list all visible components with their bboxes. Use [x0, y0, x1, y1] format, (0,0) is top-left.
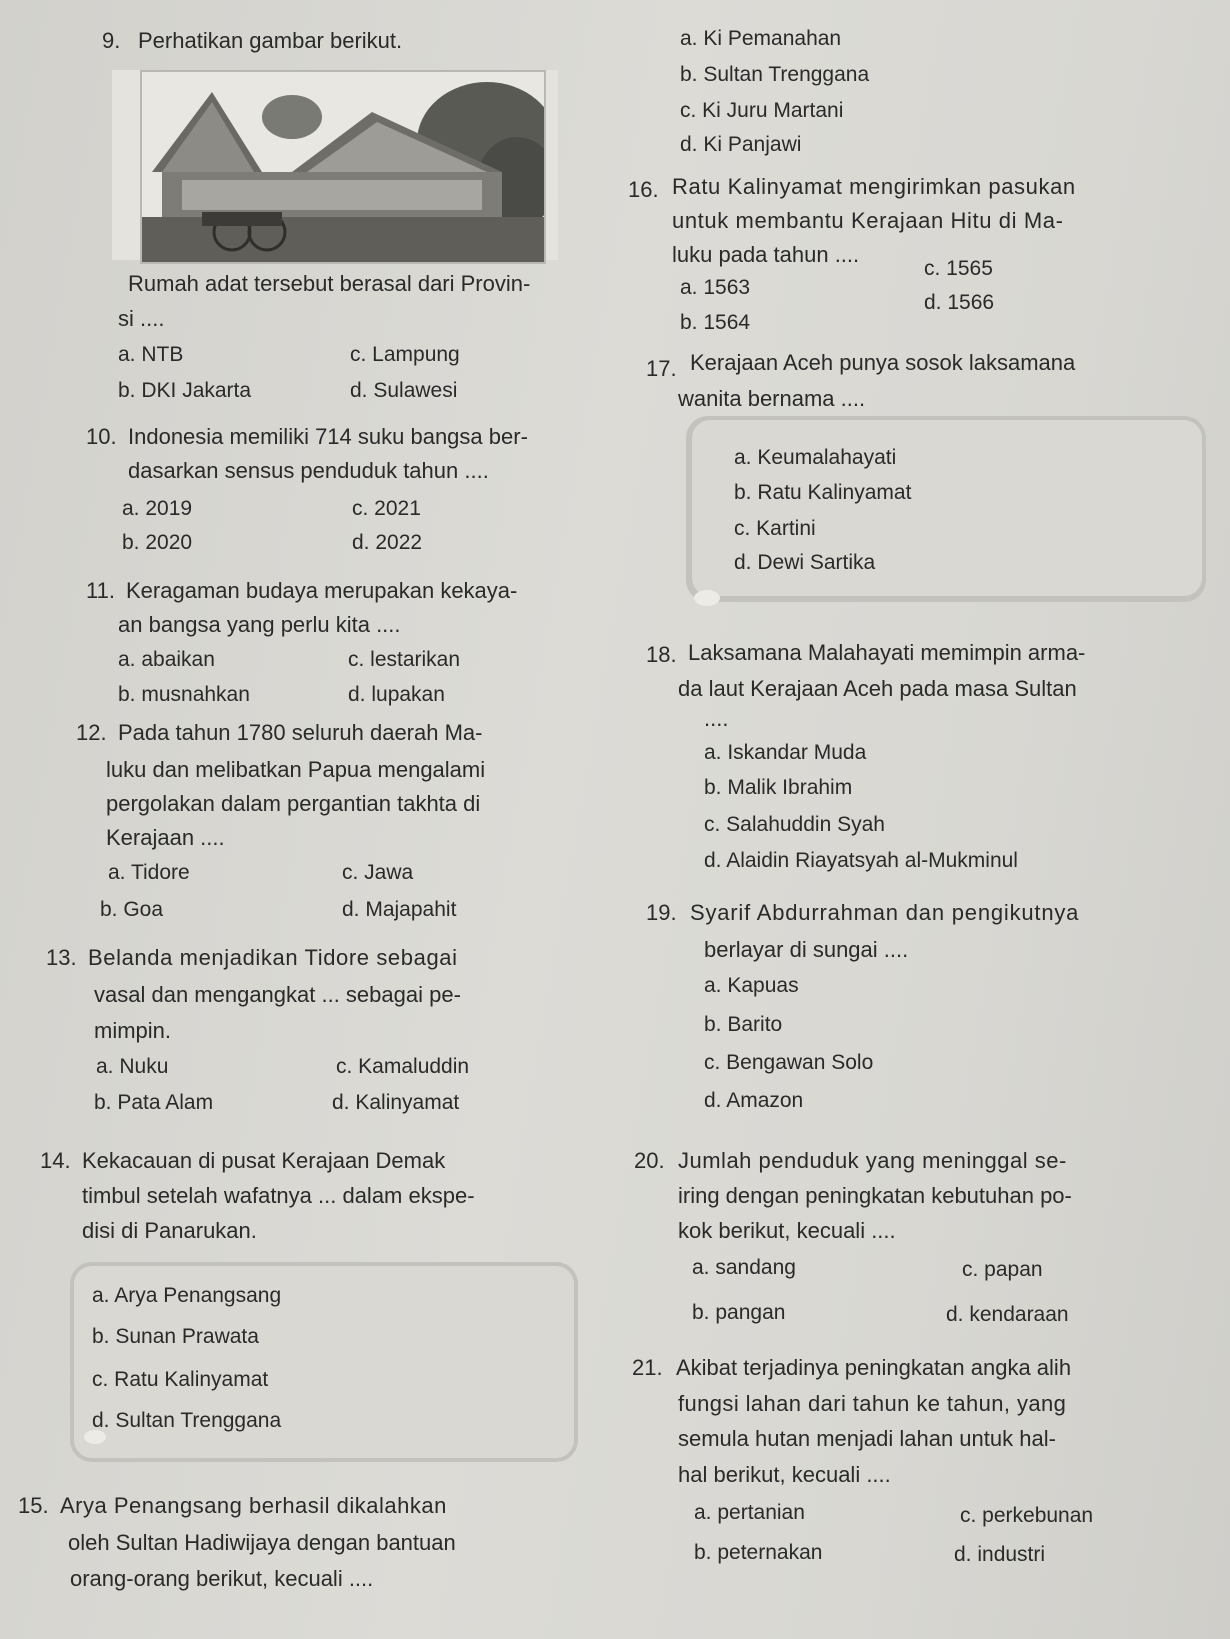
q19-number: 19. [646, 900, 677, 925]
q9-option-c[interactable]: c. Lampung [350, 343, 460, 366]
q13-line1: Belanda menjadikan Tidore sebagai [88, 945, 458, 970]
q10-line2: dasarkan sensus penduduk tahun .... [128, 458, 489, 483]
q18-line3: .... [704, 706, 729, 731]
q15-line2: oleh Sultan Hadiwijaya dengan bantuan [68, 1530, 456, 1555]
q17-line2: wanita bernama .... [678, 386, 866, 411]
q9-option-b[interactable]: b. DKI Jakarta [118, 379, 252, 402]
q19-option-c[interactable]: c. Bengawan Solo [704, 1051, 874, 1074]
q13-option-b[interactable]: b. Pata Alam [94, 1091, 214, 1114]
q16-option-a[interactable]: a. 1563 [680, 276, 751, 299]
q21-option-b[interactable]: b. peternakan [694, 1541, 823, 1564]
q21-option-d[interactable]: d. industri [954, 1543, 1046, 1566]
q15-line3: orang-orang berikut, kecuali .... [70, 1566, 374, 1591]
q21-line2: fungsi lahan dari tahun ke tahun, yang [678, 1391, 1067, 1416]
q17-option-b[interactable]: b. Ratu Kalinyamat [734, 481, 912, 504]
q20-option-b[interactable]: b. pangan [692, 1301, 786, 1324]
q14-option-a[interactable]: a. Arya Penangsang [92, 1284, 282, 1307]
q15-number: 15. [18, 1493, 49, 1518]
q13-line2: vasal dan mengangkat ... sebagai pe- [94, 982, 461, 1007]
q13-number: 13. [46, 945, 77, 970]
q12-option-a[interactable]: a. Tidore [108, 861, 190, 884]
q15-line1: Arya Penangsang berhasil dikalahkan [60, 1493, 447, 1518]
q16-number: 16. [628, 177, 659, 202]
q12-option-b[interactable]: b. Goa [100, 898, 164, 921]
q21-line4: hal berikut, kecuali .... [678, 1462, 891, 1487]
q14-line3: disi di Panarukan. [82, 1218, 257, 1243]
q20-line1: Jumlah penduduk yang meninggal se- [678, 1148, 1067, 1173]
q18-option-c[interactable]: c. Salahuddin Syah [704, 813, 885, 836]
q18-number: 18. [646, 642, 677, 667]
q21-option-c[interactable]: c. perkebunan [960, 1504, 1094, 1527]
q14-line1: Kekacauan di pusat Kerajaan Demak [82, 1148, 446, 1173]
q20-option-c[interactable]: c. papan [962, 1258, 1043, 1281]
q18-line2: da laut Kerajaan Aceh pada masa Sultan [678, 676, 1077, 701]
photo-frame-left [112, 70, 142, 260]
q21-line3: semula hutan menjadi lahan untuk hal- [678, 1426, 1056, 1451]
q16-option-d[interactable]: d. 1566 [924, 291, 995, 314]
q10-option-a[interactable]: a. 2019 [122, 497, 193, 520]
q21-number: 21. [632, 1355, 663, 1380]
q16-line1: Ratu Kalinyamat mengirimkan pasukan [672, 174, 1076, 199]
q12-option-d[interactable]: d. Majapahit [342, 898, 457, 921]
q18-option-d[interactable]: d. Alaidin Riayatsyah al-Mukminul [704, 849, 1018, 872]
q15-option-c[interactable]: c. Ki Juru Martani [680, 99, 844, 122]
q16-line2: untuk membantu Kerajaan Hitu di Ma- [672, 208, 1064, 233]
q11-option-a[interactable]: a. abaikan [118, 648, 215, 671]
q13-option-d[interactable]: d. Kalinyamat [332, 1091, 460, 1114]
q17-line1: Kerajaan Aceh punya sosok laksamana [690, 350, 1076, 375]
q14-number: 14. [40, 1148, 71, 1173]
q21-line1: Akibat terjadinya peningkatan angka alih [676, 1355, 1072, 1380]
q14-option-c[interactable]: c. Ratu Kalinyamat [92, 1368, 269, 1391]
traditional-house-photo [140, 70, 546, 264]
q21-option-a[interactable]: a. pertanian [694, 1501, 805, 1524]
q14-option-d[interactable]: d. Sultan Trenggana [92, 1409, 282, 1432]
q12-line1: Pada tahun 1780 seluruh daerah Ma- [118, 720, 483, 745]
traditional-house-image [142, 72, 544, 262]
q12-line2: luku dan melibatkan Papua mengalami [106, 757, 486, 782]
q19-line2: berlayar di sungai .... [704, 937, 909, 962]
q10-number: 10. [86, 424, 117, 449]
q17-option-a[interactable]: a. Keumalahayati [734, 446, 897, 469]
q20-number: 20. [634, 1148, 665, 1173]
q10-line1: Indonesia memiliki 714 suku bangsa ber- [128, 424, 528, 449]
q11-line2: an bangsa yang perlu kita .... [118, 612, 401, 637]
q19-option-d[interactable]: d. Amazon [704, 1089, 804, 1112]
q16-option-c[interactable]: c. 1565 [924, 257, 993, 280]
q11-option-b[interactable]: b. musnahkan [118, 683, 250, 706]
q20-line2: iring dengan peningkatan kebutuhan po- [678, 1183, 1072, 1208]
q12-line3: pergolakan dalam pergantian takhta di [106, 791, 481, 816]
q9-option-d[interactable]: d. Sulawesi [350, 379, 458, 402]
q18-option-a[interactable]: a. Iskandar Muda [704, 741, 867, 764]
q10-option-c[interactable]: c. 2021 [352, 497, 421, 520]
q19-option-a[interactable]: a. Kapuas [704, 974, 799, 997]
q11-option-d[interactable]: d. lupakan [348, 683, 445, 706]
q14-option-b[interactable]: b. Sunan Prawata [92, 1325, 259, 1348]
q12-number: 12. [76, 720, 107, 745]
q20-option-d[interactable]: d. kendaraan [946, 1303, 1069, 1326]
q20-line3: kok berikut, kecuali .... [678, 1218, 896, 1243]
q10-option-d[interactable]: d. 2022 [352, 531, 423, 554]
q16-option-b[interactable]: b. 1564 [680, 311, 751, 334]
q17-option-c[interactable]: c. Kartini [734, 517, 816, 540]
q13-line3: mimpin. [94, 1018, 172, 1043]
q9-caption-line2: si .... [118, 306, 165, 331]
q18-option-b[interactable]: b. Malik Ibrahim [704, 776, 853, 799]
q16-line3: luku pada tahun .... [672, 242, 860, 267]
q19-option-b[interactable]: b. Barito [704, 1013, 783, 1036]
q9-caption-line1: Rumah adat tersebut berasal dari Provin- [128, 271, 531, 296]
q18-line1: Laksamana Malahayati memimpin arma- [688, 640, 1086, 665]
q15-option-a[interactable]: a. Ki Pemanahan [680, 27, 842, 50]
q12-line4: Kerajaan .... [106, 825, 225, 850]
q17-number: 17. [646, 356, 677, 381]
q11-number: 11. [86, 578, 115, 603]
q10-option-b[interactable]: b. 2020 [122, 531, 193, 554]
q15-option-b[interactable]: b. Sultan Trenggana [680, 63, 870, 86]
q14-line2: timbul setelah wafatnya ... dalam ekspe- [82, 1183, 475, 1208]
q19-line1: Syarif Abdurrahman dan pengikutnya [690, 900, 1080, 925]
q17-option-d[interactable]: d. Dewi Sartika [734, 551, 876, 574]
q13-option-c[interactable]: c. Kamaluddin [336, 1055, 470, 1078]
box-decor-dot [694, 590, 720, 606]
q11-option-c[interactable]: c. lestarikan [348, 648, 461, 671]
q9-prompt: Perhatikan gambar berikut. [138, 28, 403, 53]
q15-option-d[interactable]: d. Ki Panjawi [680, 133, 802, 156]
q9-option-a[interactable]: a. NTB [118, 343, 184, 366]
q11-line1: Keragaman budaya merupakan kekaya- [126, 578, 518, 603]
q20-option-a[interactable]: a. sandang [692, 1256, 796, 1279]
q13-option-a[interactable]: a. Nuku [96, 1055, 169, 1078]
q9-number: 9. [102, 28, 121, 53]
q12-option-c[interactable]: c. Jawa [342, 861, 414, 884]
